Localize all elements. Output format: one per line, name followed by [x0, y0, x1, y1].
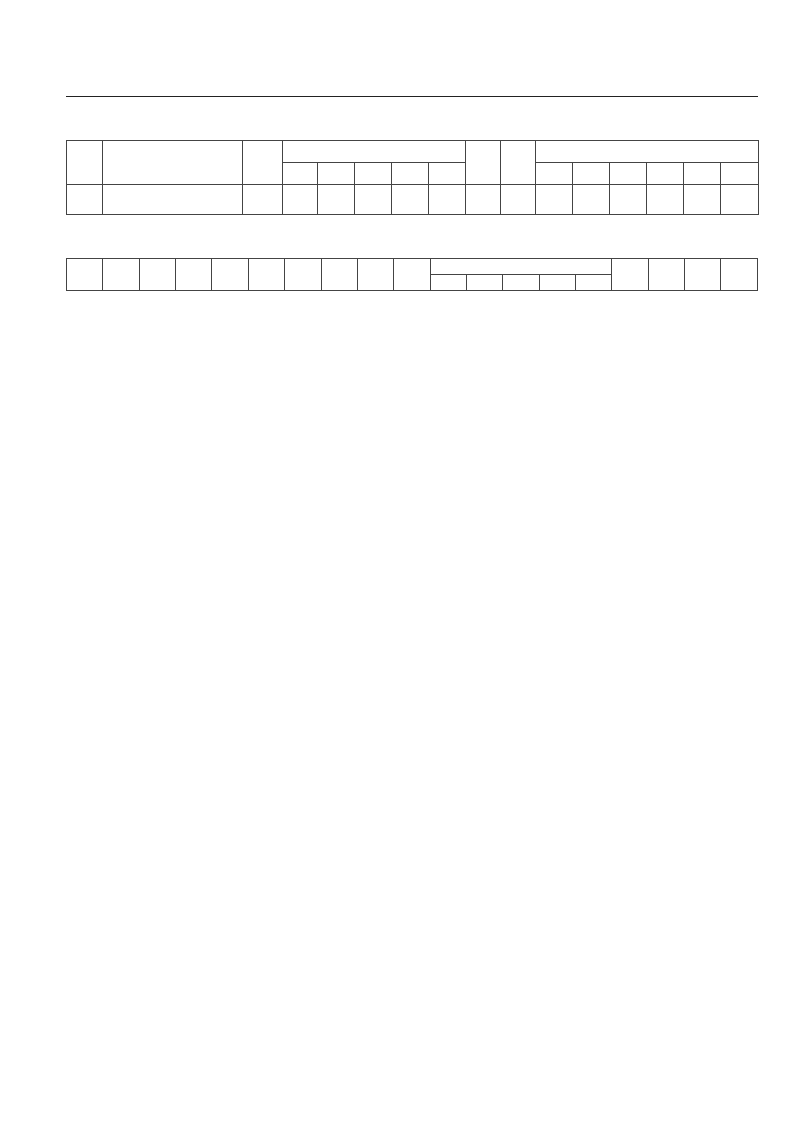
t3-header-gov-fund: [357, 259, 393, 291]
t3-header-gov-econ: [685, 259, 721, 291]
t2-header-name: [103, 141, 243, 185]
t3-header-econ-name: [139, 259, 175, 291]
t3-header-gov-econ-name: [721, 259, 758, 291]
t2-header-other-funds: [536, 141, 759, 163]
t2-header-other-tax: [429, 163, 466, 185]
t3-header-general: [321, 259, 357, 291]
t2-empty-row: [67, 185, 759, 215]
t3-header-operating: [466, 275, 502, 291]
t2-header-subtotal2: [536, 163, 573, 185]
t3-header-subordinate: [539, 275, 575, 291]
t3-header-fiscal-account: [394, 259, 430, 291]
t2-header-fines: [355, 163, 392, 185]
t3-header-other-income: [430, 259, 612, 275]
t2-header-total: [243, 141, 283, 185]
t2-header-other: [721, 163, 759, 185]
t2-header-business: [647, 163, 684, 185]
table3: [66, 258, 758, 291]
t3-header-other: [576, 275, 612, 291]
table2: [66, 140, 759, 215]
t3-header-prior-year: [648, 259, 684, 291]
t2-header-code: [67, 141, 103, 185]
t2-header-subtotal: [283, 163, 318, 185]
t3-header-total: [285, 259, 321, 291]
t2-header-superior: [573, 163, 610, 185]
t2-header-subordinate: [610, 163, 647, 185]
t2-header-special: [392, 163, 429, 185]
t2-header-operating: [684, 163, 721, 185]
t2-header-fiscal-account: [501, 141, 536, 185]
t3-header-func-code: [248, 259, 284, 291]
t3-header-carry-over: [612, 259, 648, 291]
t2-header-general: [283, 141, 466, 163]
t3-header-code: [67, 259, 103, 291]
t3-header-econ-code: [176, 259, 212, 291]
t3-header-name: [103, 259, 139, 291]
t2-header-admin-fee: [318, 163, 355, 185]
t2-header-gov-fund: [466, 141, 501, 185]
t3-header-func-name: [212, 259, 248, 291]
t3-header-superior: [503, 275, 539, 291]
table2-top-rule: [66, 96, 758, 97]
t3-header-biz: [430, 275, 466, 291]
